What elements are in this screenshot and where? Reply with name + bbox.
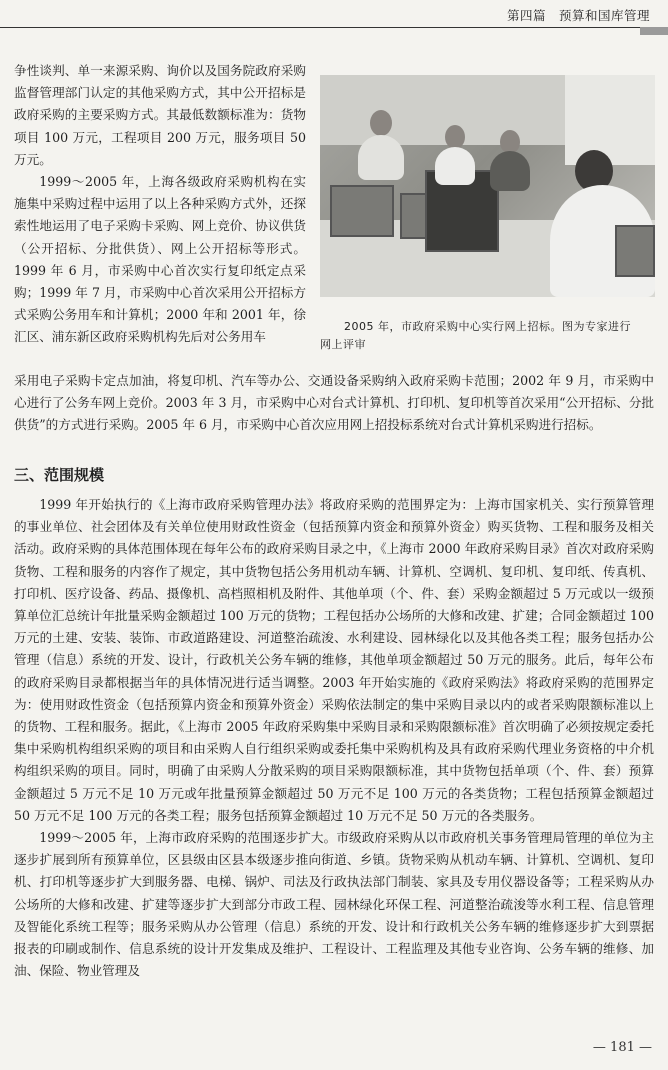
left-column-text	[14, 60, 306, 349]
paragraph-scope-definition: 1999 年开始执行的《上海市政府采购管理办法》将政府采购的范围界定为：上海市国家机关、实行预算管理的事业单位、社会团体及有关单位使用财政性资金（包括预算内资金和预算外资金）购买货物、工程和服务及相关活动。政府采购的具体范围体现在每年公布的政府采购目录之中，《上海市 2000 年政府采购目录》首次对政府采购货物、工程和服务的内容作了规定，其中货物包括公务用机动车辆、计算机、空调机、复印机、复印纸、传真机、打印机、医疗设备、药品、摄像机、高档照相机及附件、其他单项（个、件、套）采购金额超过 5 万元或以一级预算单位汇总统计年批量采购金额超过 100 万元的货物；工程包括办公场所的大修和改建、扩建；合同金额超过 100 万元的土建、安装、装饰、市政道路建设、河道整治疏浚、水利建设、园林绿化以及其他各类工程；服务包括办公管理（信息）系统的开发、设计，行政机关公务车辆的维修，其他单项金额超过 50 万元的服务。此后，每年公布的政府采购目录都根据当年的具体情况进行适当调整。2003 年开始实施的《政府采购法》将政府采购的范围界定为：使用财政性资金（包括预算内资金和预算外资金）采购依法制定的集中采购目录以内的或者采购限额标准以上的货物、工程和服务。据此，《上海市 2005 年政府采购集中采购目录和采购限额标准》首次明确了必须按规定委托集中采购机构组织采购的项目和由采购人自行组织采购或委托集中采购机构及具有政府采购代理业务资格的中介机构组织采购的项目。同时，明确了由采购人分散采购的项目采购限额标准，其中货物包括单项（个、件、套）预算金额超过 5 万元不足 10 万元或年批量预算金额超过 50 万元不足 100 万元的各类货物；工程包括预算金额超过 50 万元不足 100 万元的各类工程；服务包括预算金额超过 10 万元不足 50 万元的各类服务。	[14, 497, 654, 823]
chapter-tab-mark	[640, 27, 668, 35]
running-header	[0, 0, 668, 36]
figure-caption	[320, 318, 655, 354]
photo-online-bidding	[320, 75, 655, 297]
full-width-continuation	[14, 370, 654, 437]
paragraph-continuation: 争性谈判、单一来源采购、询价以及国务院政府采购监督管理部门认定的其他采购方式，其中公开招标是政府采购的主要采购方式。其最低数额标准为：货物项目 100 万元，工程项目 200 万元，服务项目 50 万元。	[14, 63, 306, 167]
paragraph-1999-2005: 1999～2005 年，上海各级政府采购机构在实施集中采购过程中运用了以上各种采购方式外，还探索性地运用了电子采购卡采购、网上竞价、协议供货（公开招标、分批供货）、网上公开招标等形式。1999 年 6 月，市采购中心首次实行复印纸定点采购；1999 年 7 月，市采购中心首次采用公开招标方式采购公务用车和计算机；2000 年和 2001 年，徐汇区、浦东新区政府采购机构先后对公务用车	[14, 174, 306, 345]
section-heading: 三、范围规模	[14, 466, 105, 484]
header-title: 第四篇 预算和国库管理	[506, 8, 650, 23]
caption-line-1: 2005 年，市政府采购中心实行网上招标。图为专家进行	[344, 320, 631, 333]
paragraph-continued: 采用电子采购卡定点加油，将复印机、汽车等办公、交通设备采购纳入政府采购卡范围；2002 年 9 月，市采购中心进行了公务车网上竞价。2003 年 3 月，市采购中心对台式计算机、打印机、复印机等首次采用“公开招标、分批供货”的方式进行采购。2005 年 6 月，市采购中心首次应用网上招投标系统对台式计算机采购进行招标。	[14, 373, 654, 433]
header-rule	[0, 27, 668, 28]
section-body	[14, 494, 654, 982]
page-number: — 181 —	[592, 1040, 652, 1055]
caption-line-2: 网上评审	[320, 338, 366, 351]
paragraph-scope-expansion: 1999～2005 年，上海市政府采购的范围逐步扩大。市级政府采购从以市政府机关事务管理局管理的单位为主逐步扩展到所有预算单位，区县级由区县本级逐步推向街道、乡镇。货物采购从机动车辆、计算机、空调机、复印机、打印机等逐步扩大到服务器、电梯、锅炉、司法及行政执法部门制装、家具及专用仪器设备等；工程采购从办公场所的大修和改建、扩建等逐步扩大到部分市政工程、园林绿化环保工程、河道整治疏浚等水利工程、信息管理及智能化系统工程等；服务采购从办公管理（信息）系统的开发、设计和行政机关公务车辆的维修逐步扩大到票据报表的印刷或制作、信息系统的设计开发集成及维护、工程设计、工程监理及其他专业咨询、公务车辆的维修、加油、保险、物业管理及	[14, 830, 654, 979]
